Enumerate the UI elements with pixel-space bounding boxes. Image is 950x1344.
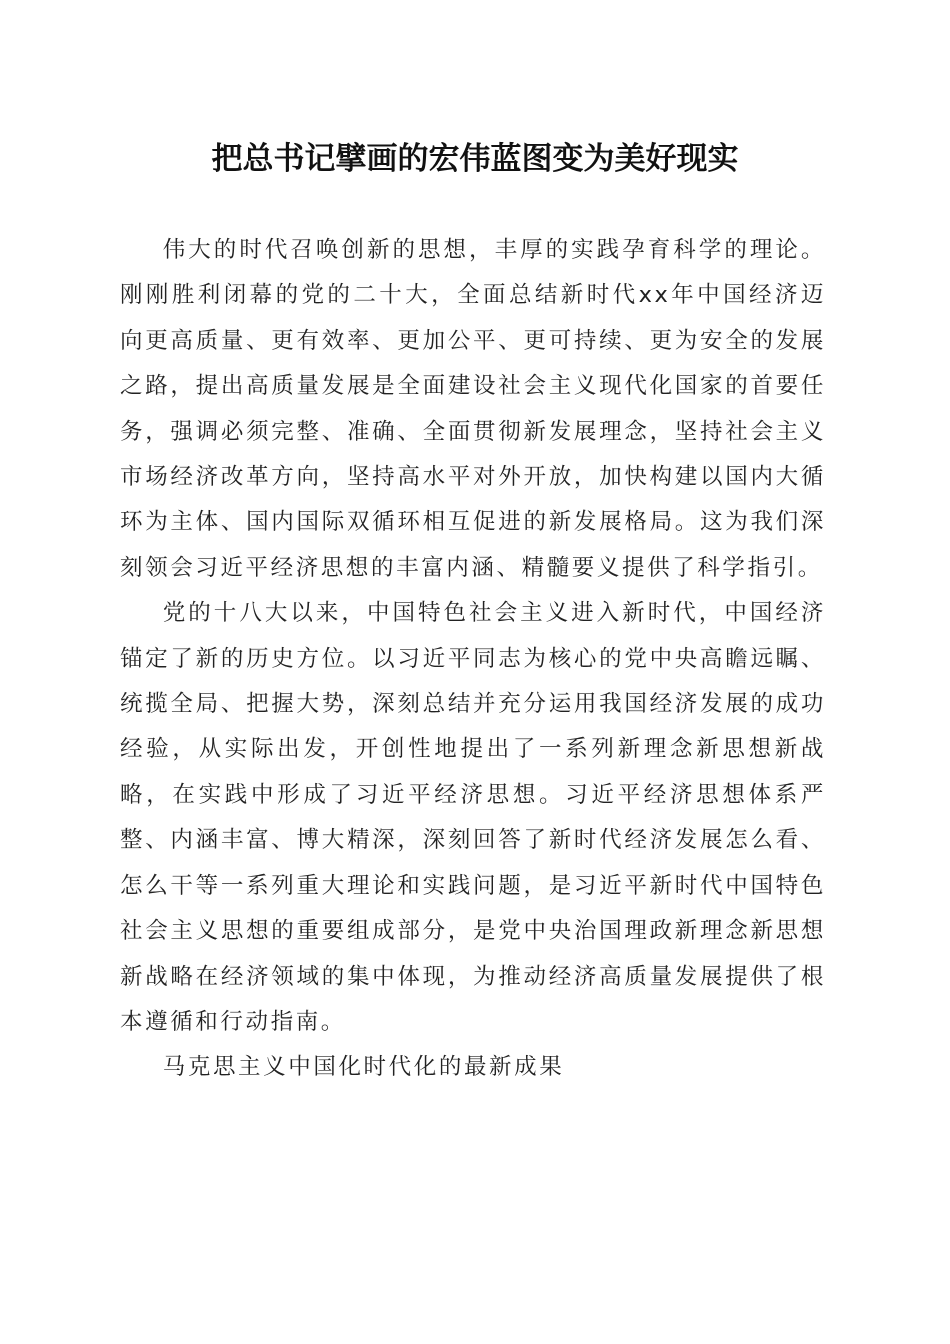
- section-heading: 马克思主义中国化时代化的最新成果: [162, 1054, 565, 1081]
- paragraph-2: 党的十八大以来，中国特色社会主义进入新时代，中国经济锚定了新的历史方位。以习近平同志为核心的党中央高瞻远瞩、统揽全局、把握大势，深刻总结并充分运用我国经济发展的成功经验，从实际出发，开创性地提出了一系列新理念新思想新战略，在实践中形成了习近平经济思想。习近平经济思想体系严整、内涵丰富、博大精深，深刻回答了新时代经济发展怎么看、怎么干等一系列重大理论和实践问题，是习近平新时代中国特色社会主义思想的重要组成部分，是党中央治国理政新理念新思想新战略在经济领域的集中体现，为推动经济高质量发展提供了根本遵循和行动指南。: [120, 600, 826, 1035]
- document-title: 把总书记擘画的宏伟蓝图变为美好现实: [211, 141, 739, 177]
- paragraph-1: 伟大的时代召唤创新的思想，丰厚的实践孕育科学的理论。刚刚胜利闭幕的党的二十大，全面总结新时代xx年中国经济迈向更高质量、更有效率、更加公平、更可持续、更为安全的发展之路，提出高质量发展是全面建设社会主义现代化国家的首要任务，强调必须完整、准确、全面贯彻新发展理念，坚持社会主义市场经济改革方向，坚持高水平对外开放，加快构建以国内大循环为主体、国内国际双循环相互促进的新发展格局。这为我们深刻领会习近平经济思想的丰富内涵、精髓要义提供了科学指引。: [120, 237, 826, 581]
- document-body: [120, 228, 826, 1091]
